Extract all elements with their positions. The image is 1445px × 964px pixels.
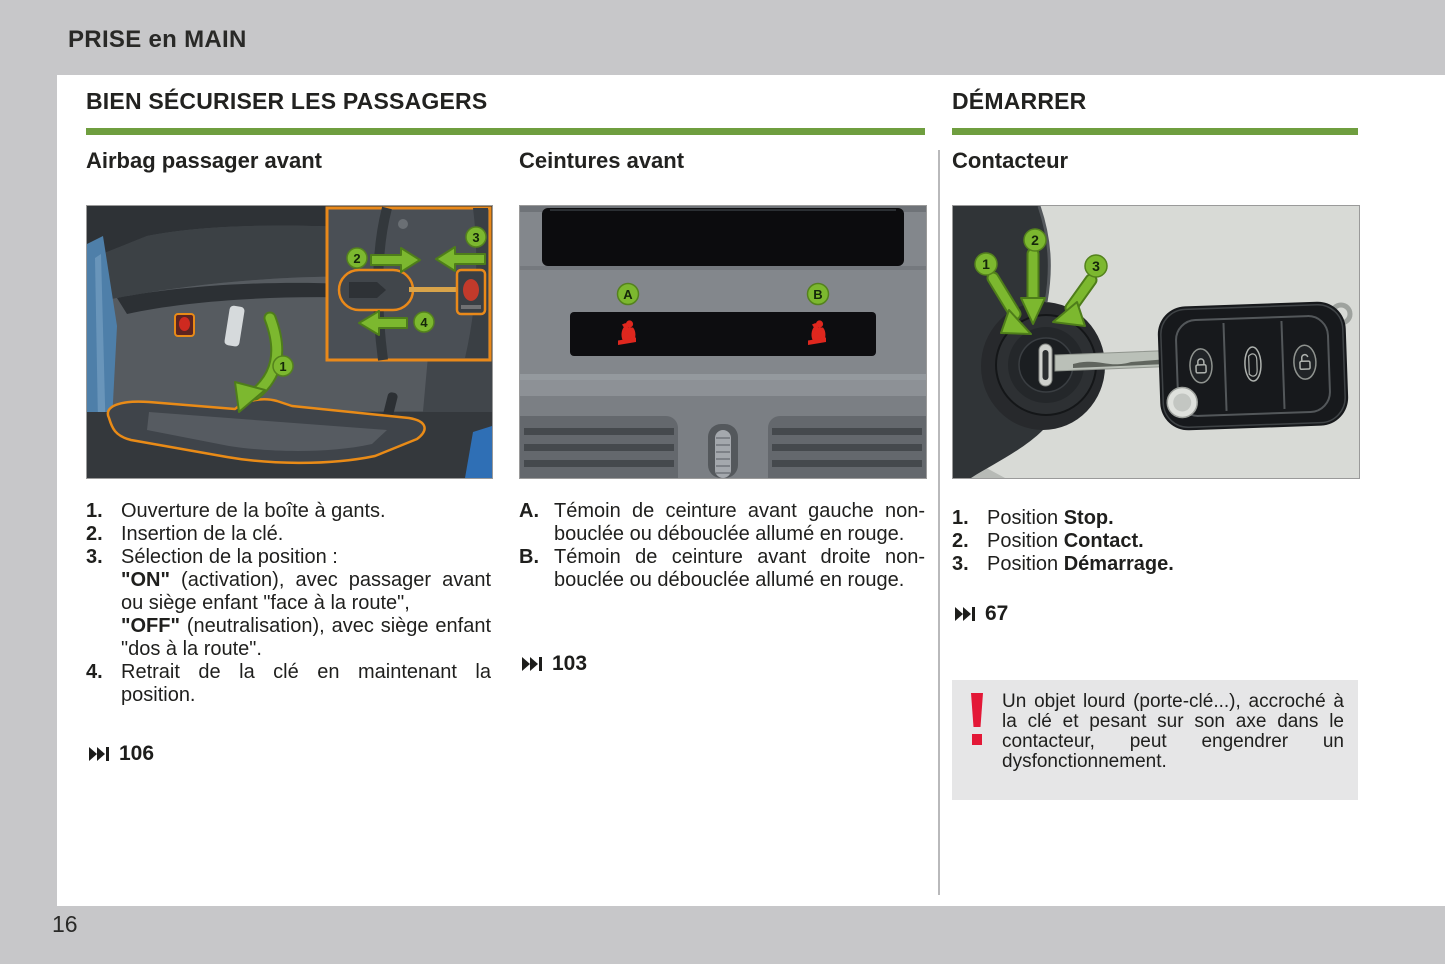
warning-text: Un objet lourd (porte-clé...), accroché à la clé et pesant sur son axe dans le contacteur, peut engendrer un dysfonctionnement. [1002,691,1344,772]
svg-text:1: 1 [279,359,287,374]
section-title-securing-passengers: BIEN SÉCURISER LES PASSAGERS [86,88,488,114]
option-off-label: "OFF" [121,615,180,637]
list-item [519,500,925,546]
list-item-marker: 1. [952,507,969,529]
list-item-marker: 1. [86,500,103,522]
ignition-illustration [953,206,1359,478]
option-on-label: "ON" [121,569,170,591]
subsection-title-ignition: Contacteur [952,148,1069,173]
list-item [86,500,491,523]
green-rule-left [86,128,925,135]
option-on-paragraph [121,569,491,615]
svg-text:4: 4 [420,315,428,330]
key-shaft [409,287,459,292]
list-item-marker: 2. [86,523,103,545]
svg-text:B: B [813,287,823,302]
list-item [86,546,491,569]
list-item-text: Ouverture de la boîte à gants. [121,500,386,522]
page-reference-belts [522,652,587,676]
callout-badge-4 [414,312,434,332]
list-item-marker: 4. [86,661,103,683]
callout-badge-3 [466,227,486,247]
list-item-text: Sélection de la position : [121,546,338,568]
belts-legend [519,500,925,592]
section-title-starting: DÉMARRER [952,88,1087,114]
svg-text:1: 1 [982,256,990,272]
subsection-title-belts: Ceintures avant [519,148,685,173]
subsection-title-airbag: Airbag passager avant [86,148,322,173]
list-item-text: Témoin de ceinture avant gauche non-bouclée ou débouclée allumé en rouge. [554,500,925,545]
list-item-marker: A. [519,500,539,522]
list-item-text: Retrait de la clé en maintenant la position. [121,661,491,706]
page-title: PRISE en MAIN [68,26,247,53]
belts-illustration [520,206,926,478]
list-item [86,523,491,546]
page-number: 16 [52,911,78,937]
lock-button [1189,348,1212,383]
display-screen [542,208,904,266]
svg-text:2: 2 [1031,232,1039,248]
list-item-marker: B. [519,546,539,568]
ignition-figure-image [952,205,1360,479]
warning-box [952,680,1358,800]
key-fob [1157,301,1349,431]
list-item [952,553,1358,576]
vent-thumbwheel [715,430,731,478]
green-rule-right [952,128,1358,135]
callout-badge-1 [975,253,997,275]
option-off-paragraph [121,615,491,661]
airbag-switch-inset [327,208,490,360]
page-reference-number: 106 [119,742,155,765]
list-item-text: Position Contact. [987,530,1144,552]
list-item-text: Insertion de la clé. [121,523,284,545]
page-jump-icon [955,607,976,621]
warning-lamp-strip [570,312,876,356]
list-item-marker: 2. [952,530,969,552]
unlock-button [1293,345,1316,380]
svg-text:3: 3 [1092,258,1100,274]
callout-badge-2 [1024,229,1046,251]
page-jump-icon [89,747,110,761]
belts-figure-image [519,205,927,479]
airbag-figure-image [86,205,493,479]
callout-badge-B [808,284,829,305]
warning-icon-cell [952,680,1002,800]
list-item [952,530,1358,553]
svg-text:3: 3 [472,230,480,245]
airbag-illustration [87,206,492,478]
section-divider [938,150,940,895]
list-item-marker: 3. [952,553,969,575]
list-item-text: Témoin de ceinture avant droite non-bouclée ou débouclée allumé en rouge. [554,546,925,591]
list-item [952,507,1358,530]
option-off-text: (neutralisation), avec siège enfant "dos à la route". [121,615,491,660]
ignition-positions [952,507,1358,576]
list-item [86,661,491,707]
callout-badge-1 [273,356,293,376]
page-jump-icon [522,657,543,671]
option-on-text: (activation), avec passager avant ou siège enfant "face à la route", [121,569,491,614]
airbag-instructions [86,500,491,707]
content-panel [57,75,1445,906]
callout-badge-2 [347,248,367,268]
page-reference-ignition [955,602,1008,626]
warning-icon [969,693,985,745]
svg-text:A: A [623,287,633,302]
page-reference-number: 67 [985,602,1009,625]
list-item-text: Position Stop. [987,507,1114,529]
page-reference-number: 103 [552,652,588,675]
list-item [519,546,925,592]
list-item-text: Position Démarrage. [987,553,1174,575]
page-reference-airbag [89,742,154,766]
svg-text:2: 2 [353,251,361,266]
callout-badge-3 [1085,255,1107,277]
callout-badge-A [618,284,639,305]
list-item-marker: 3. [86,546,103,568]
